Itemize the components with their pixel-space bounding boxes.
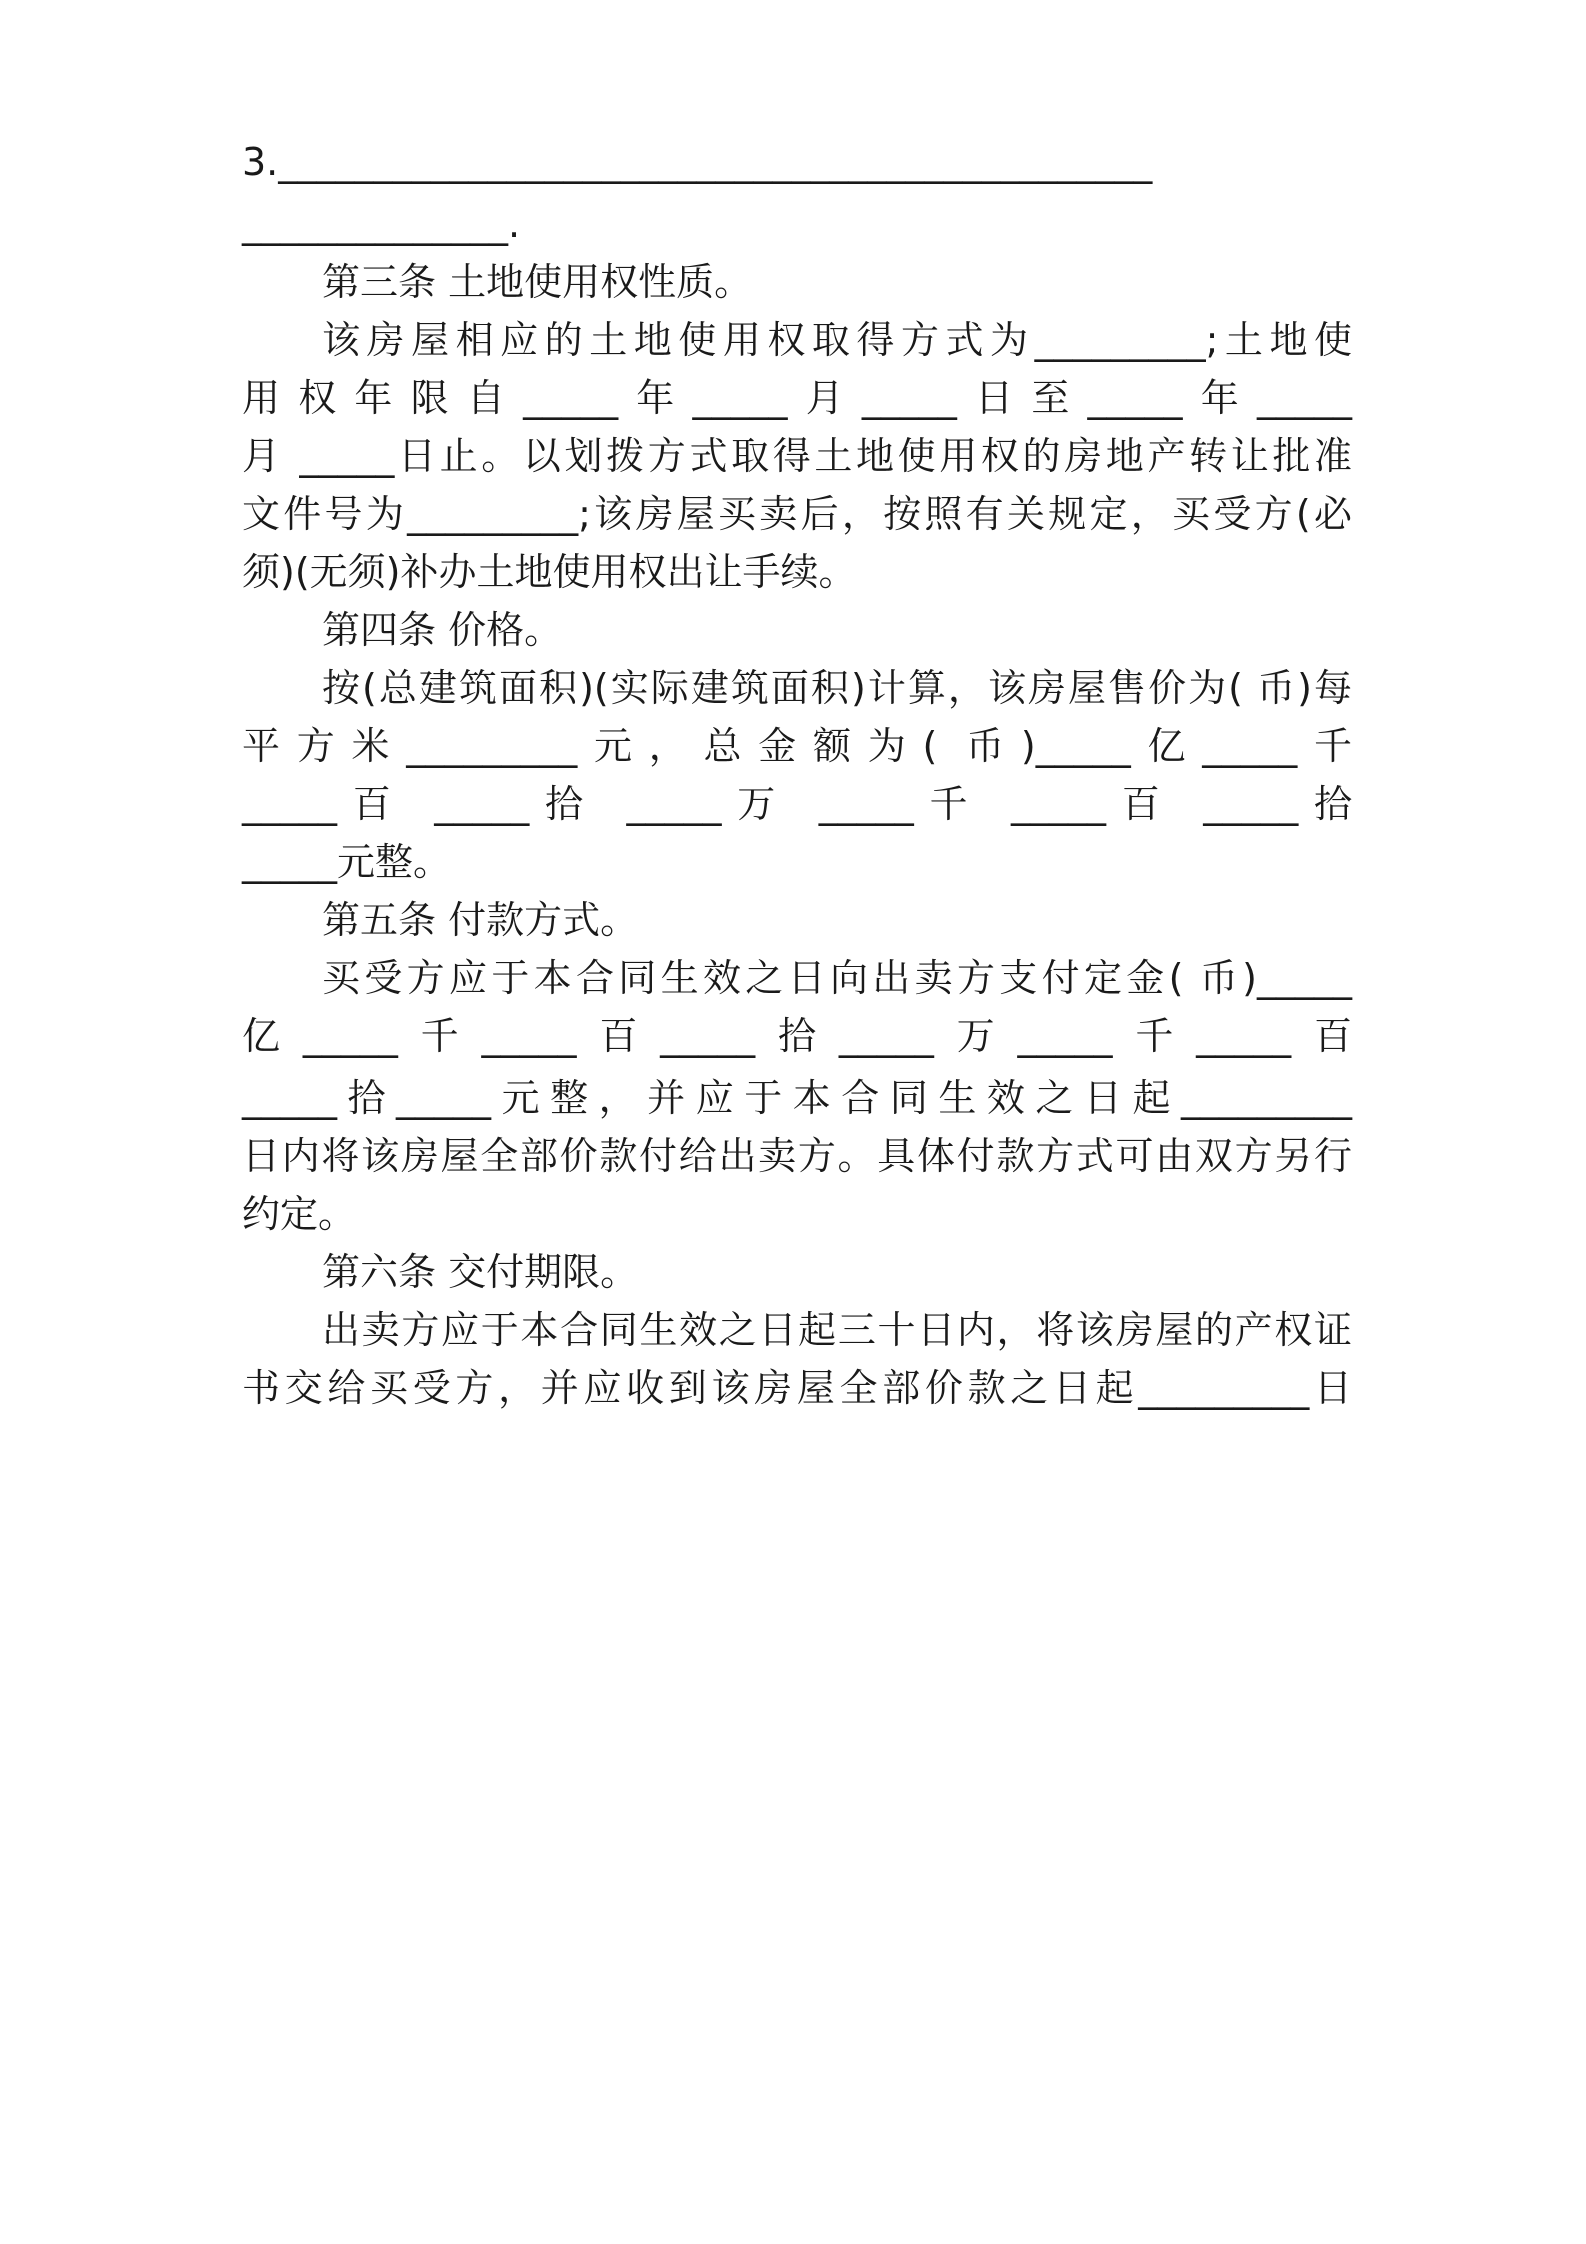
article-6-paragraph-line-2: 书交给买受方，并应收到该房屋全部价款之日起_________日: [242, 1366, 1352, 1410]
article-3-paragraph-line-3: 月 _____日止。以划拨方式取得土地使用权的房地产转让批准: [242, 434, 1352, 478]
article-3-paragraph-line-1: 该房屋相应的土地使用权取得方式为_________;土地使: [322, 318, 1352, 362]
article-3-paragraph-line-5: 须)(无须)补办土地使用权出让手续。: [242, 550, 857, 594]
article-3-paragraph-line-2: 用权年限自_____年_____月_____日至_____年_____: [242, 376, 1352, 420]
article-4-paragraph-line-4: _____元整。: [242, 840, 452, 884]
article-3-paragraph-line-4: 文件号为_________;该房屋买卖后，按照有关规定，买受方(必: [242, 492, 1352, 536]
article-5-paragraph-line-1: 买受方应于本合同生效之日向出卖方支付定金( 币)_____: [322, 956, 1352, 1000]
article-4-heading: 第四条 价格。: [322, 608, 563, 652]
article-5-paragraph-line-5: 约定。: [242, 1192, 357, 1236]
clause-item-3-line-2: ______________.: [242, 202, 521, 246]
article-4-paragraph-line-3: _____百 _____拾 _____万 _____千 _____百 _____拾: [242, 782, 1352, 826]
clause-item-3-line-1: 3.______________________________________________: [242, 140, 1153, 184]
article-6-paragraph-line-1: 出卖方应于本合同生效之日起三十日内，将该房屋的产权证: [322, 1308, 1352, 1352]
article-5-paragraph-line-3: _____拾_____元整，并应于本合同生效之日起_________: [242, 1076, 1352, 1120]
article-6-heading: 第六条 交付期限。: [322, 1250, 639, 1294]
article-5-heading: 第五条 付款方式。: [322, 898, 639, 942]
article-5-paragraph-line-4: 日内将该房屋全部价款付给出卖方。具体付款方式可由双方另行: [242, 1134, 1352, 1178]
article-4-paragraph-line-2: 平方米_________元，总金额为( 币)_____亿_____千: [242, 724, 1352, 768]
article-3-heading: 第三条 土地使用权性质。: [322, 260, 753, 304]
article-5-paragraph-line-2: 亿_____千_____百_____拾_____万_____千_____百: [242, 1014, 1352, 1058]
article-4-paragraph-line-1: 按(总建筑面积)(实际建筑面积)计算，该房屋售价为( 币)每: [322, 666, 1352, 710]
